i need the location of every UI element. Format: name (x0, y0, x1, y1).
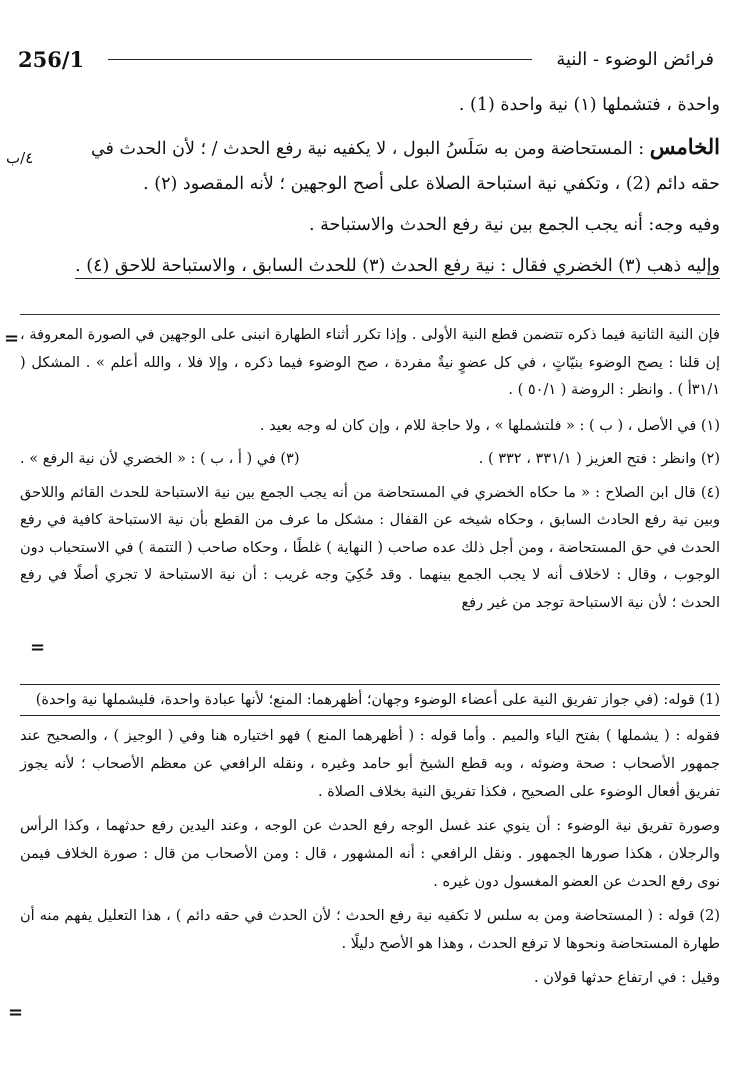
commentary-2: (2) قوله : ( المستحاضة ومن به سلس لا تكفيه نية رفع الحدث ؛ لأن الحدث في حقه دائم ) ، هذا التعليل يفهم منه أن طهارة المستحاضة ونحوها لا ترفع الحدث ، وهذا هو الأصح دليلًا . (20, 908, 720, 952)
header-rule (108, 59, 532, 60)
khamis-continuation: حقه دائم (2) ، وتكفي نية استباحة الصلاة على أصح الوجهين ؛ لأنه المقصود (٢) . (143, 174, 720, 194)
equals-mark-middle: = (30, 637, 46, 658)
equals-mark-bottom: = (8, 1002, 24, 1023)
footnote-3: (٣) في ( أ ، ب ) : « الخضري لأن نية الرفع » . (20, 451, 300, 467)
khamis-paragraph (20, 129, 720, 167)
commentary-1-heading: (1) قوله: (في جواز تفريق النية على أعضاء الوضوء وجهان؛ أظهرهما: المنع؛ لأنها عبادة واحدة، فليشملها نية واحدة) (20, 684, 720, 716)
running-title: فرائض الوضوء - النية (556, 48, 714, 70)
page-number: 256/1 (18, 46, 85, 72)
footnote-4: (٤) قال ابن الصلاح : « ما حكاه الخضري في المستحاضة من أنه يجب الجمع بين نية الاستباحة للحدث القائم واللاحق وبين نية رفع الحادث السابق ، وحكاه شيخه عن القفال : مشكل ما عرف من القطع بأن نية الاستباحة كافية في رفع الحدث في حق المستحاضة ، ومن أجل ذلك عده صاحب ( النهاية ) غلطًا ، وحكاه صاحب ( التتمة ) في الاستحباب دون الوجوب ، وقال : لاخلاف أنه لا يجب الجمع بينهما . وقد حُكِيَ وجه غريب : أن نية الاستباحة لا تجري أصلًا في رفع الحدث ؛ لأن نية الاستباحة توجد من غير رفع (20, 484, 720, 611)
commentary-section (20, 684, 720, 998)
running-header (18, 44, 714, 74)
main-line-1: واحدة ، فتشملها (١) نية واحدة (1) . (458, 95, 720, 115)
footnote-continuation: فإن النية الثانية فيما ذكره تتضمن قطع النية الأولى . وإذا تكرر أثناء الطهارة انبنى على الوجهين في الصورة المعروفة ، إن قلنا : يصح الوضوء بنيّاتٍ ، في كل عضوٍ نيةٌ مفردة ، صح الوضوء فيما ذكره ، وإلا فلا ، والله أعلم » . المشكل ( ٣١/١أ ) . وانظر : الروضة ( ٥٠/١ ) . (20, 327, 720, 398)
wajh-paragraph: وفيه وجه: أنه يجب الجمع بين نية رفع الحدث والاستباحة . (309, 215, 720, 235)
main-text (20, 88, 720, 284)
commentary-1-body: فقوله : ( يشملها ) بفتح الياء والميم . وأما قوله : ( أظهرهما المنع ) فهو اختياره هنا وفي ( الوجيز ) ، والصحيح عند جمهور الأصحاب : صحة وضوئه ، وبه قطع الشيخ أبو حامد وغيره ، ونقله الرافعي عن معظم الأصحاب ؛ لأنه يجوز تفريق أفعال الوضوء على الصحيح ، فكذا تفريق النية بخلاف الصلاة . (20, 728, 720, 800)
folio-reference: ٤/ب (6, 149, 34, 167)
footnote-2: (٢) وانظر : فتح العزيز ( ٣٣١/١ ، ٣٣٢ ) . (478, 451, 720, 467)
commentary-1-body-2: وصورة تفريق نية الوضوء : أن ينوي عند غسل الوجه رفع الحدث عن الوجه ، وعند اليدين رفع حدثهما ، وكذا الرأس والرجلان ، هكذا صورها الجمهور . ونقل الرافعي : أنه المشهور ، قال : ومن الأصحاب من قال : صورة الخلاف فيمن نوى رفع الحدث عن العضو المغسول دون غيره . (20, 818, 720, 890)
khamis-text: : المستحاضة ومن به سَلَسُ البول ، لا يكفيه نية رفع الحدث / ؛ لأن الحدث في (90, 139, 645, 159)
ilayhi-paragraph: وإليه ذهب (٣) الخضري فقال : نية رفع الحدث (٣) للحدث السابق ، والاستباحة للاحق (٤) . (75, 256, 720, 279)
footnote-separator (20, 314, 720, 315)
editor-footnotes (20, 322, 720, 617)
khamis-label: الخامس (649, 134, 720, 159)
equals-mark-top: = (4, 328, 20, 349)
commentary-3: وقيل : في ارتفاع حدثها قولان . (534, 970, 720, 986)
footnote-1: (١) في الأصل ، ( ب ) : « فلتشملها » ، ولا حاجة للام ، وإن كان له وجه بعيد . (259, 417, 720, 434)
